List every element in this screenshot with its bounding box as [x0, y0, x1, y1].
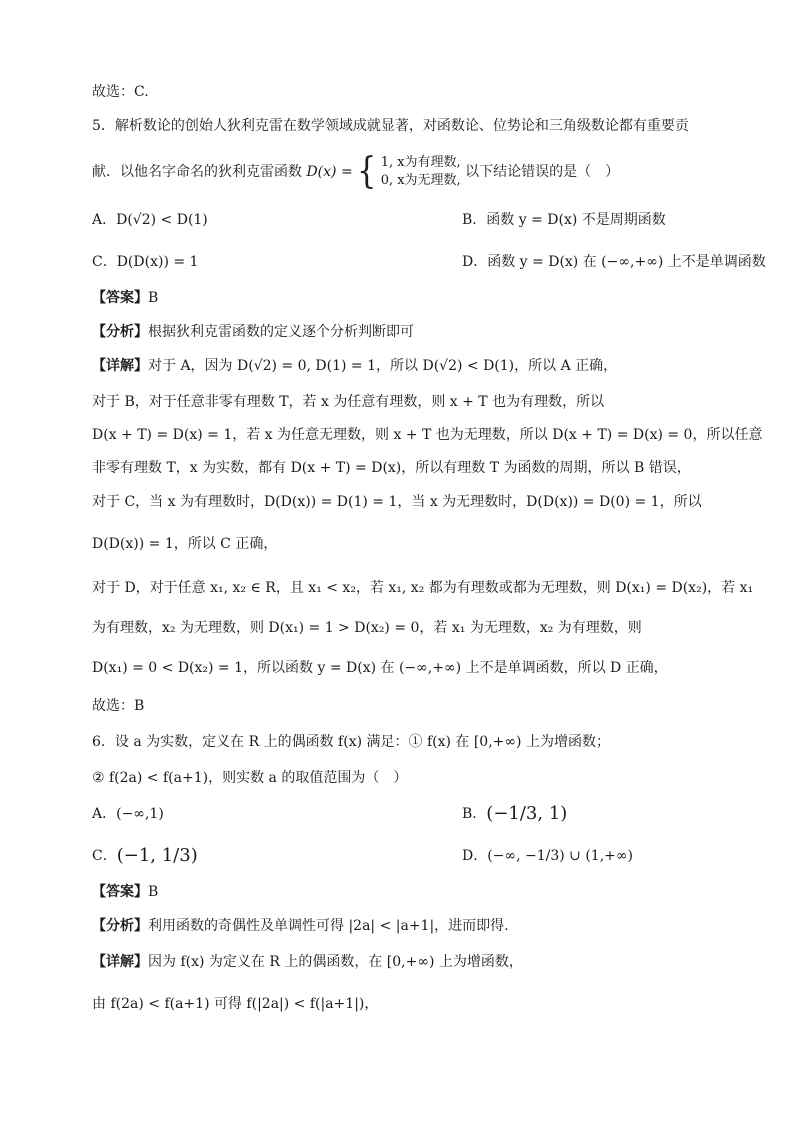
left-brace-icon: {: [357, 150, 377, 193]
q6-option-c: [92, 845, 198, 866]
detail-tag: 【详解】: [92, 954, 148, 970]
detail-text: 对于 A，因为 D(√2) = 0, D(1) = 1，所以 D(√2) < D(1)，所以 A 正确，: [148, 358, 618, 374]
text-line: 故选：C.: [92, 84, 149, 100]
q5-detail-7: 对于 D，对于任意 x₁, x₂ ∈ R，且 x₁ < x₂，若 x₁, x₂ 都为有理数或都为无理数，则 D(x₁) = D(x₂)，若 x₁: [92, 580, 754, 596]
q5-case-2: 0, x为无理数,: [380, 173, 461, 188]
q5-def-lhs: D(x) =: [306, 164, 353, 180]
q5-analysis: [92, 322, 714, 342]
answer-value: B: [148, 290, 159, 306]
question-6-stem: 6．设 a 为实数，定义在 R 上的偶函数 f(x) 满足：① f(x) 在 [0,+∞) 上为增函数；: [92, 734, 610, 750]
q5-options-row-1: [92, 210, 714, 230]
q5-option-b: B．函数 y = D(x) 不是周期函数: [462, 212, 666, 228]
q6-option-b: [462, 804, 567, 824]
q5-detail-4: 非零有理数 T，x 为实数，都有 D(x + T) = D(x)，所以有理数 T 为函数的周期，所以 B 错误，: [92, 460, 691, 476]
q6-option-b-label: B．: [462, 806, 487, 822]
q5-detail-3: D(x + T) = D(x) = 1，若 x 为任意无理数，则 x + T 也为无理数，所以 D(x + T) = D(x) = 0，所以任意: [92, 427, 763, 443]
analysis-tag: 【分析】: [92, 918, 148, 934]
detail-tag: 【详解】: [92, 358, 148, 374]
q5-text-after: 以下结论错误的是（ ）: [465, 164, 620, 180]
q6-options-row-2: [92, 846, 714, 866]
q6-answer: [92, 882, 714, 902]
q6-analysis: [92, 916, 714, 936]
q6-detail-2: 由 f(2a) < f(a+1) 可得 f(|2a|) < f(|a+1|)，: [92, 996, 379, 1012]
q5-detail-8: 为有理数，x₂ 为无理数，则 D(x₁) = 1 > D(x₂) = 0，若 x₁ 为无理数，x₂ 为有理数，则: [92, 620, 642, 636]
q6-detail-1: [92, 952, 714, 972]
q6-option-a: A．(−∞,1): [92, 806, 164, 822]
q5-detail-5: 对于 C，当 x 为有理数时，D(D(x)) = D(1) = 1，当 x 为无理数时，D(D(x)) = D(0) = 1，所以: [92, 494, 702, 510]
q5-detail-6: D(D(x)) = 1，所以 C 正确，: [92, 536, 278, 552]
analysis-text: 根据狄利克雷函数的定义逐个分析判断即可: [148, 324, 414, 340]
q5-cases: [381, 154, 461, 190]
q5-option-a: A．D(√2) < D(1): [92, 212, 208, 228]
detail-text: 因为 f(x) 为定义在 R 上的偶函数，在 [0,+∞) 上为增函数，: [148, 954, 523, 970]
analysis-text: 利用函数的奇偶性及单调性可得 |2a| < |a+1|，进而即得.: [148, 918, 509, 934]
analysis-tag: 【分析】: [92, 324, 148, 340]
answer-value: B: [148, 884, 159, 900]
q5-answer: [92, 288, 714, 308]
q5-case-1: 1, x为有理数,: [380, 155, 461, 170]
q6-option-c-value: (−1, 1/3): [116, 845, 198, 866]
q5-options-row-2: [92, 252, 766, 272]
q6-options-row-1: [92, 804, 714, 824]
q6-option-c-label: C．: [92, 848, 117, 864]
q6-option-d: D．(−∞, −1/3) ∪ (1,+∞): [462, 848, 634, 864]
question-5-stem-cont: [92, 150, 714, 193]
question-6-stem-cont: ② f(2a) < f(a+1)，则实数 a 的取值范围为（ ）: [92, 770, 408, 786]
q5-option-d: D．函数 y = D(x) 在 (−∞,+∞) 上不是单调函数: [462, 254, 766, 270]
q5-detail-2: 对于 B，对于任意非零有理数 T，若 x 为任意有理数，则 x + T 也为有理数，所以: [92, 394, 605, 410]
q5-conclusion: 故选：B: [92, 698, 145, 714]
q5-option-c: C．D(D(x)) = 1: [92, 254, 199, 270]
answer-tag: 【答案】: [92, 884, 148, 900]
q5-detail-9: D(x₁) = 0 < D(x₂) = 1，所以函数 y = D(x) 在 (−∞,+∞) 上不是单调函数，所以 D 正确，: [92, 660, 668, 676]
q5-text-before: 献．以他名字命名的狄利克雷函数: [92, 164, 302, 180]
q5-detail-1: [92, 356, 714, 376]
answer-tag: 【答案】: [92, 290, 148, 306]
q6-option-b-value: (−1/3, 1): [486, 803, 568, 824]
question-5-stem: 5．解析数论的创始人狄利克雷在数学领域成就显著，对函数论、位势论和三角级数论都有重要贡: [92, 118, 689, 134]
